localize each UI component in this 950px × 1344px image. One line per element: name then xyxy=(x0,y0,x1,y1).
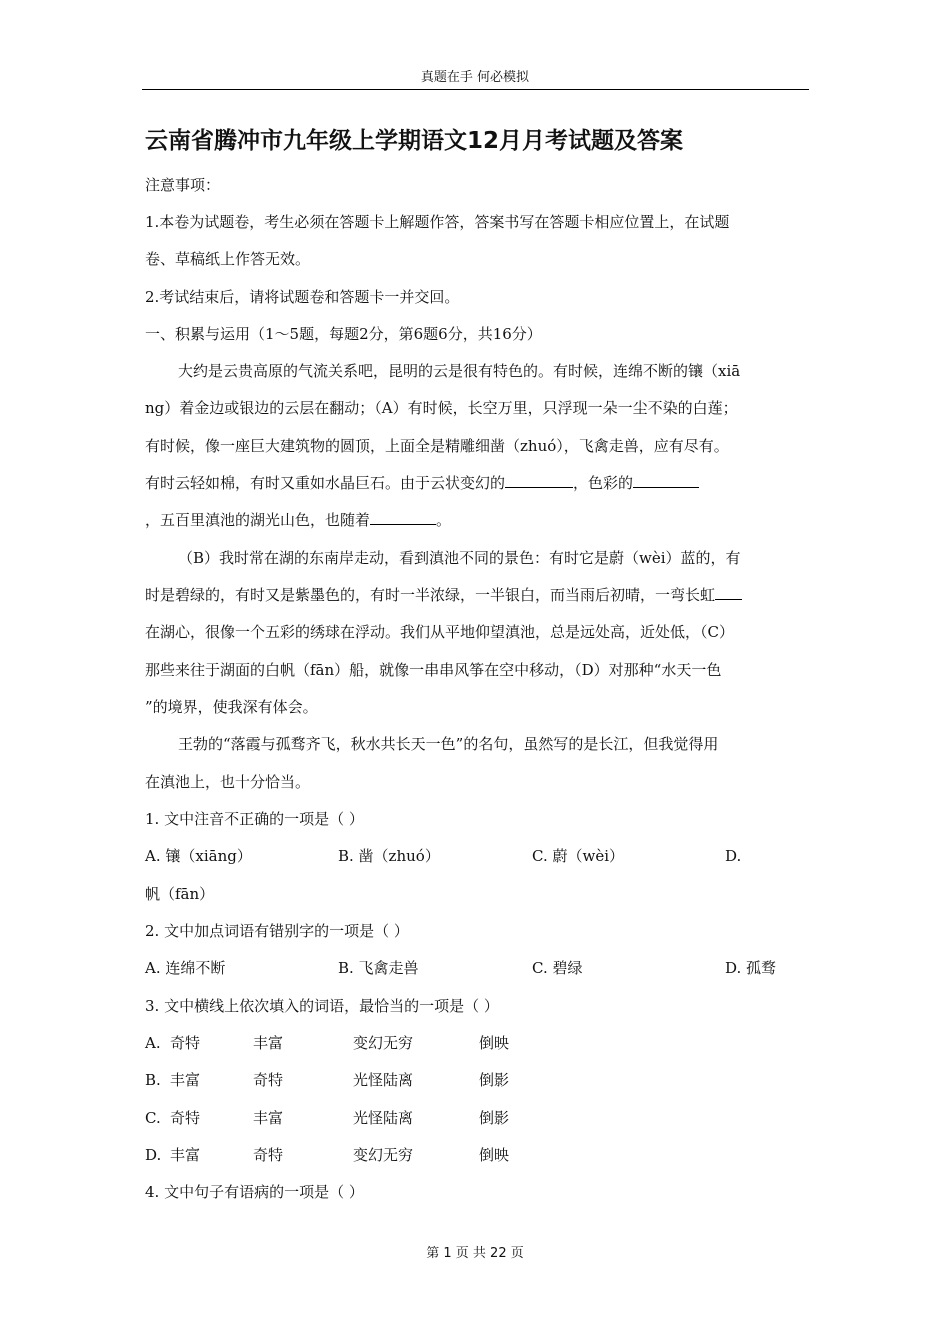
q1-option-b: B. 凿（zhuó） xyxy=(338,847,440,865)
q3-word: 丰富 xyxy=(170,1071,201,1089)
q3-word: 奇特 xyxy=(253,1146,284,1164)
fill-blank-1 xyxy=(505,473,573,488)
q3-word: 奇特 xyxy=(170,1109,201,1127)
question-1-stem: 1. 文中注音不正确的一项是（ ） xyxy=(145,810,364,828)
q3-word: 倒影 xyxy=(479,1071,510,1089)
q3-word: 倒映 xyxy=(479,1034,510,1052)
q3-word: 奇特 xyxy=(170,1034,201,1052)
q3-word: 光怪陆离 xyxy=(353,1109,414,1127)
q3-word: 倒映 xyxy=(479,1146,510,1164)
section-heading: 一、积累与运用（1～5题，每题2分，第6题6分，共16分） xyxy=(145,325,542,343)
q3-option-label: D. xyxy=(145,1146,162,1164)
q1-option-d-text: 帆（fān） xyxy=(145,885,215,903)
q3-word: 变幻无穷 xyxy=(353,1146,414,1164)
q3-option-label: B. xyxy=(145,1071,161,1089)
passage-p2-line-1: （B）我时常在湖的东南岸走动，看到滇池不同的景色：有时它是蔚（wèi）蓝的，有 xyxy=(178,549,741,567)
notice-item-1-line-2: 卷、草稿纸上作答无效。 xyxy=(145,250,311,268)
question-2-stem: 2. 文中加点词语有错别字的一项是（ ） xyxy=(145,922,409,940)
passage-p2-line-3: 在湖心，很像一个五彩的绣球在浮动。我们从平地仰望滇池，总是远处高，近处低，（C） xyxy=(145,623,734,641)
passage-text: ，五百里滇池的湖光山色，也随着 xyxy=(145,511,371,529)
passage-text: 有时云轻如棉，有时又重如水晶巨石。由于云状变幻的 xyxy=(145,474,506,492)
passage-p3-line-2: 在滇池上，也十分恰当。 xyxy=(145,773,311,791)
passage-p1-line-3: 有时候，像一座巨大建筑物的圆顶，上面全是精雕细凿（zhuó），飞禽走兽，应有尽有。 xyxy=(145,437,729,455)
passage-p1-line-1: 大约是云贵高原的气流关系吧，昆明的云是很有特色的。有时候，连绵不断的镶（xiā xyxy=(178,362,741,380)
q3-option-label: A. xyxy=(145,1034,161,1052)
q1-option-a: A. 镶（xiāng） xyxy=(145,847,252,865)
passage-text: 。 xyxy=(436,511,452,529)
q3-word: 丰富 xyxy=(170,1146,201,1164)
passage-text: ，色彩的 xyxy=(573,474,634,492)
q3-word: 丰富 xyxy=(253,1109,284,1127)
passage-p1-line-4 xyxy=(145,473,699,493)
notice-item-2: 2.考试结束后，请将试题卷和答题卡一并交回。 xyxy=(145,288,460,306)
q2-option-d: D. 孤骛 xyxy=(725,959,777,977)
q1-option-d: D. xyxy=(725,847,742,865)
passage-p2-line-5: ”的境界，使我深有体会。 xyxy=(145,698,318,716)
fill-blank-2 xyxy=(633,473,699,488)
q2-option-b: B. 飞禽走兽 xyxy=(338,959,419,977)
passage-text: 时是碧绿的，有时又是紫墨色的，有时一半浓绿，一半银白，而当雨后初晴，一弯长虹 xyxy=(145,586,716,604)
q1-option-c: C. 蔚（wèi） xyxy=(532,847,624,865)
q3-option-label: C. xyxy=(145,1109,161,1127)
question-4-stem: 4. 文中句子有语病的一项是（ ） xyxy=(145,1183,364,1201)
fill-blank-4 xyxy=(715,585,742,600)
q3-word: 倒影 xyxy=(479,1109,510,1127)
question-3-stem: 3. 文中横线上依次填入的词语，最恰当的一项是（ ） xyxy=(145,997,499,1015)
document-title: 云南省腾冲市九年级上学期语文12月月考试题及答案 xyxy=(145,128,684,154)
passage-p3-line-1: 王勃的“落霞与孤骛齐飞，秋水共长天一色”的名句，虽然写的是长江，但我觉得用 xyxy=(178,735,719,753)
passage-p1-line-5 xyxy=(145,510,451,530)
notice-label: 注意事项： xyxy=(145,176,221,194)
q3-word: 奇特 xyxy=(253,1071,284,1089)
q2-option-c: C. 碧绿 xyxy=(532,959,583,977)
passage-p2-line-4: 那些来往于湖面的白帆（fān）船，就像一串串风筝在空中移动，（D）对那种“水天一色 xyxy=(145,661,722,679)
q2-option-a: A. 连绵不断 xyxy=(145,959,226,977)
q3-word: 光怪陆离 xyxy=(353,1071,414,1089)
q3-word: 变幻无穷 xyxy=(353,1034,414,1052)
header-divider xyxy=(142,89,809,90)
notice-item-1-line-1: 1.本卷为试题卷，考生必须在答题卡上解题作答，答案书写在答题卡相应位置上，在试题 xyxy=(145,213,730,231)
page-header: 真题在手 何必模拟 xyxy=(420,70,530,85)
passage-p1-line-2: ng）着金边或银边的云层在翻动；（A）有时候，长空万里，只浮现一朵一尘不染的白莲； xyxy=(145,399,738,417)
page-footer: 第 1 页 共 22 页 xyxy=(426,1246,524,1261)
passage-p2-line-2 xyxy=(145,585,742,605)
q3-word: 丰富 xyxy=(253,1034,284,1052)
fill-blank-3 xyxy=(370,510,436,525)
